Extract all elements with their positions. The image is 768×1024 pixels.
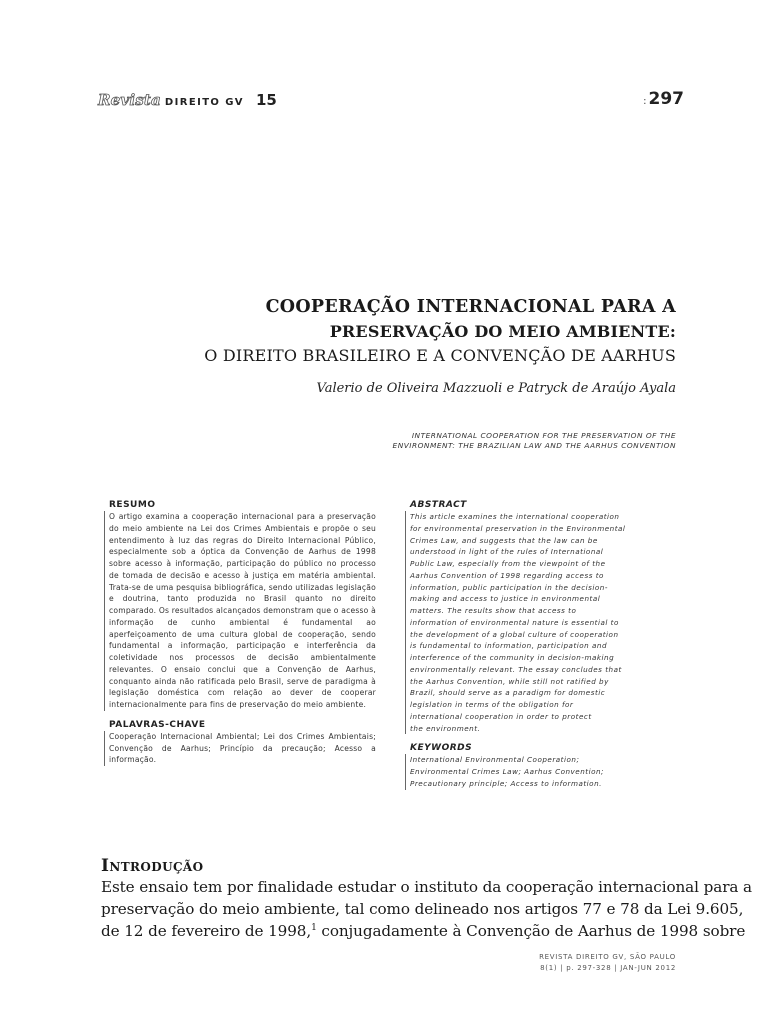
abstract-line: Public Law, especially from the viewpoint of the xyxy=(410,559,606,568)
resumo-section xyxy=(109,500,376,766)
abstract-line: matters. The results show that access to xyxy=(410,606,577,615)
resumo-body: O artigo examina a cooperação internacional para a preservação do meio ambiente na Lei dos Crimes Ambientais e propõe o seu entendimento à luz das regras do Direito Internacional Público, especialmente sob a óptica da Convenção de Aarhus de 1998 sobre acesso à informação, participação do público no processo de tomada de decisão e acesso à justiça em matéria ambiental. Trata-se de uma pesquisa bibliográfica, sendo utilizadas legislação e doutrina, tanto produzida no Brasil quanto no direito comparado. Os resultados alcançados demonstram que o acesso à informação de cunho ambiental é fundamental ao aperfeiçoamento de uma cultura global de cooperação, sendo fundamental a informação, participação e interferência da coletividade nos processos de decisão ambientalmente relevantes. O ensaio conclui que a Convenção de Aarhus, conquanto ainda não ratificada pelo Brasil, serve de paradigma à legislação doméstica com relação ao dever de cooperar internacionalmente para fins de preservação do meio ambiente. xyxy=(104,511,376,711)
journal-issue: 15 xyxy=(255,91,277,109)
introduction-line-3 xyxy=(101,922,746,940)
abstract-line: Brazil, should serve as a paradigm for domestic xyxy=(410,688,606,698)
footer-volume-pages: 8(1) | p. 297-328 | JAN-JUN 2012 xyxy=(540,964,676,972)
article-authors: Valerio de Oliveira Mazzuoli e Patryck de Araújo Ayala xyxy=(316,381,676,396)
introduction-line-3-end: conjugadamente à Convenção de Aarhus de 1998 sobre xyxy=(316,922,746,940)
abstract-line: interference of the community in decision-making xyxy=(410,653,615,662)
abstract-line: the development of a global culture of cooperation xyxy=(410,629,619,639)
english-title xyxy=(346,431,676,451)
keywords-list xyxy=(405,754,677,789)
palavras-chave-heading: PALAVRAS-CHAVE xyxy=(109,719,206,730)
abstract-line: legislation in terms of the obligation for xyxy=(410,700,574,709)
introduction-heading: Introdução xyxy=(101,856,204,876)
introduction-line-1: Este ensaio tem por finalidade estudar o instituto da cooperação internacional para a xyxy=(101,878,753,896)
article-title-line-2: PRESERVAÇÃO DO MEIO AMBIENTE: xyxy=(329,322,676,341)
abstract-line: environmentally relevant. The essay concludes that xyxy=(410,664,622,674)
abstract-line: is fundamental to information, participation and xyxy=(410,641,608,651)
abstract-line: understood in light of the rules of International xyxy=(410,547,604,557)
keywords-line: International Environmental Cooperation; xyxy=(410,755,580,765)
abstract-line: making and access to justice in environmental xyxy=(410,594,601,604)
citation-footer xyxy=(539,952,676,974)
journal-brand xyxy=(98,91,277,109)
footnote-marker[interactable]: 1 xyxy=(311,923,317,933)
keywords-line: Precautionary principle; Access to information. xyxy=(410,778,602,788)
abstract-heading: ABSTRACT xyxy=(410,500,467,510)
abstract-line: the Aarhus Convention, while still not ratified by xyxy=(410,676,609,686)
article-subtitle: O DIREITO BRASILEIRO E A CONVENÇÃO DE AARHUS xyxy=(204,346,676,365)
abstract-line: information of environmental nature is essential to xyxy=(410,617,619,627)
abstract-line: the environment. xyxy=(410,723,481,733)
english-title-line-1: INTERNATIONAL COOPERATION FOR THE PRESERVATION OF THE xyxy=(411,431,676,440)
english-title-line-2: ENVIRONMENT: THE BRAZILIAN LAW AND THE AARHUS CONVENTION xyxy=(392,441,676,450)
abstract-line: Aarhus Convention of 1998 regarding access to xyxy=(410,570,604,580)
abstract-line: This article examines the international cooperation xyxy=(410,512,620,521)
abstract-body xyxy=(405,511,677,734)
page-number-value: 297 xyxy=(648,89,684,109)
resumo-heading: RESUMO xyxy=(109,500,156,510)
abstract-line: for environmental preservation in the Environmental xyxy=(410,523,626,533)
abstract-line: international cooperation in order to protect xyxy=(410,711,592,721)
page-number xyxy=(643,89,684,109)
keywords-heading: KEYWORDS xyxy=(410,743,473,754)
palavras-chave-list: Cooperação Internacional Ambiental; Lei dos Crimes Ambientais; Convenção de Aarhus; Princípio da precaução; Acesso a informação. xyxy=(104,731,376,766)
abstract-line: information, public participation in the decision- xyxy=(410,582,608,592)
journal-logo-revista: Revista xyxy=(98,91,161,109)
article-title-line-1: COOPERAÇÃO INTERNACIONAL PARA A xyxy=(265,297,676,317)
keywords-line: Environmental Crimes Law; Aarhus Convention; xyxy=(410,767,604,776)
journal-name: DIREITO GV xyxy=(164,97,244,108)
page-number-colon: : xyxy=(643,96,647,107)
footer-journal: REVISTA DIREITO GV, SÃO PAULO xyxy=(539,953,676,961)
abstract-line: Crimes Law, and suggests that the law can be xyxy=(410,535,598,545)
introduction-line-2: preservação do meio ambiente, tal como delineado nos artigos 77 e 78 da Lei 9.605, xyxy=(101,900,744,918)
introduction-line-3-start: de 12 de fevereiro de 1998, xyxy=(101,922,312,940)
abstract-section xyxy=(410,500,677,790)
